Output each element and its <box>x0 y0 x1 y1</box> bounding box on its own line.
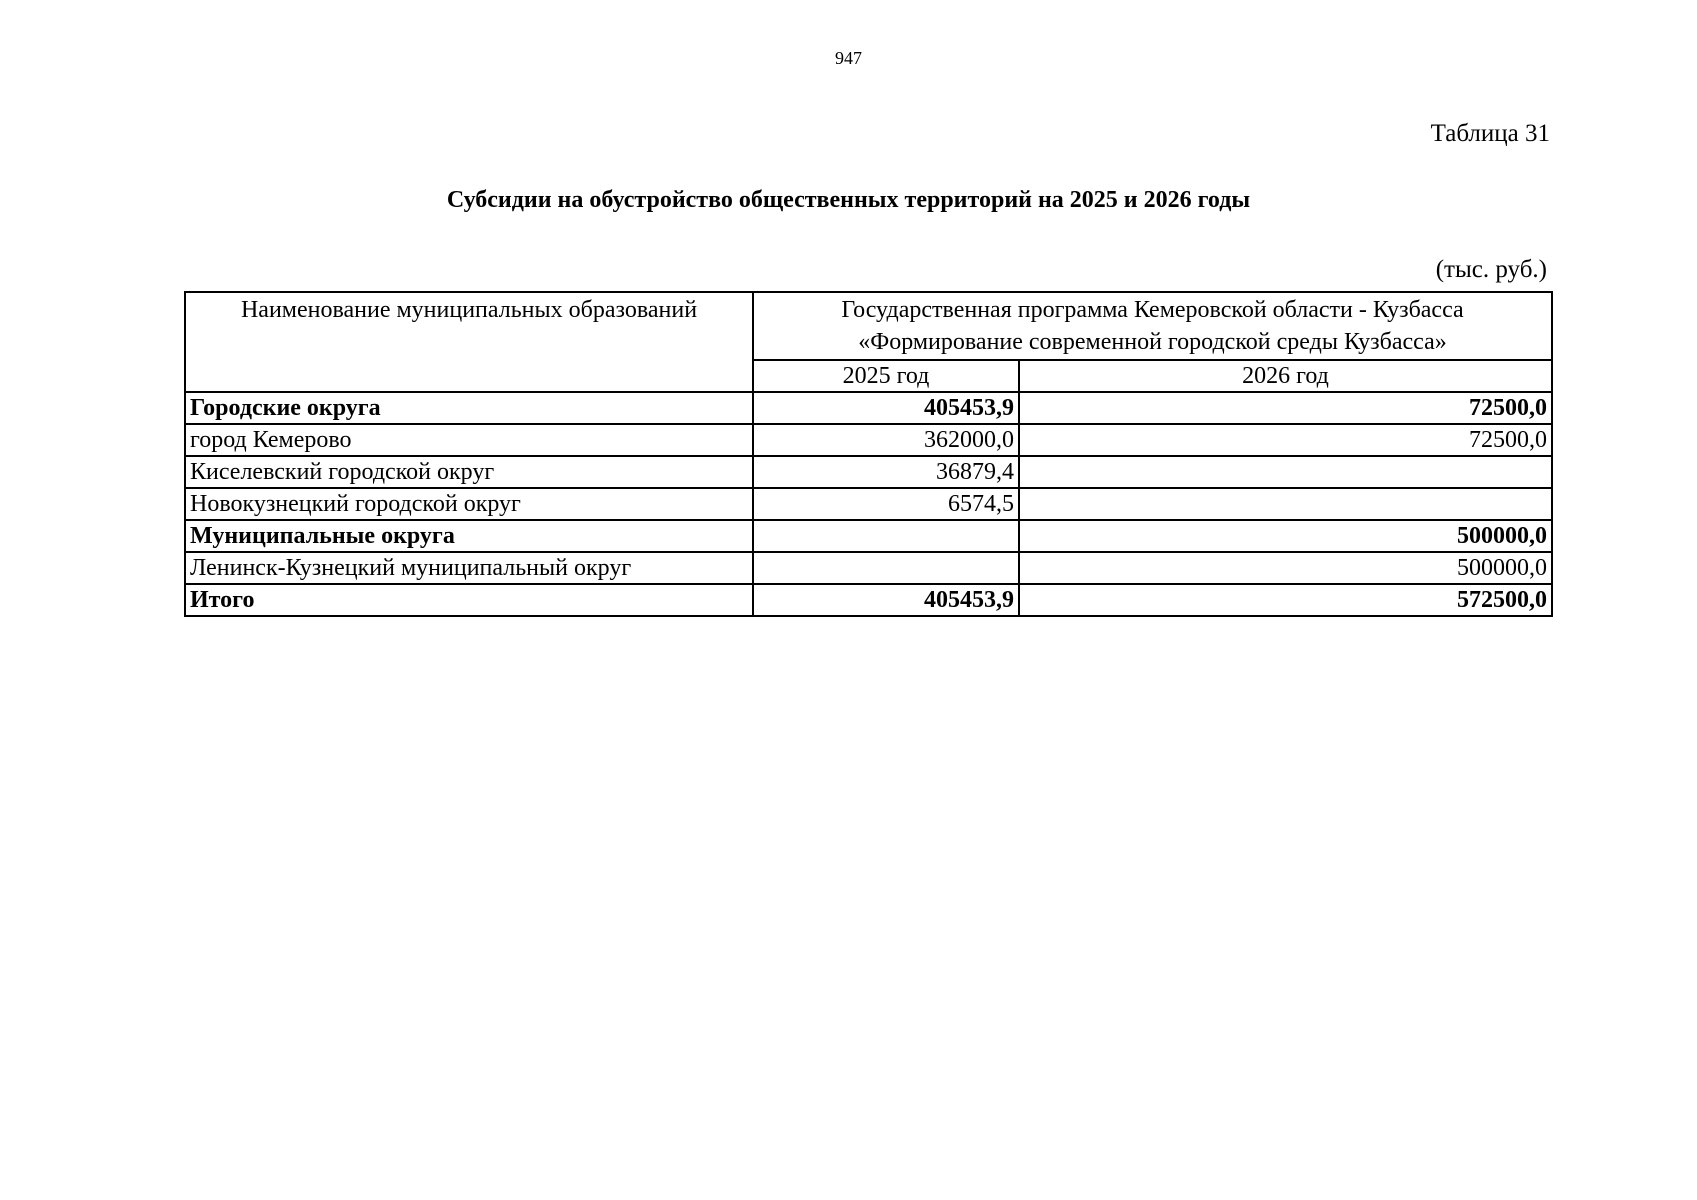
row-name: Городские округа <box>185 392 753 424</box>
row-name: Новокузнецкий городской округ <box>185 488 753 520</box>
row-value-2026 <box>1019 488 1552 520</box>
row-value-2026: 500000,0 <box>1019 552 1552 584</box>
row-value-2026 <box>1019 456 1552 488</box>
row-value-2025: 362000,0 <box>753 424 1019 456</box>
table-row-novokuznetsk <box>185 488 1552 520</box>
units-label: (тыс. руб.) <box>1435 256 1547 283</box>
header-municipality-name: Наименование муниципальных образований <box>185 292 753 392</box>
table-header-row <box>185 292 1552 360</box>
table-row-municipal-districts <box>185 520 1552 552</box>
row-value-2025: 405453,9 <box>753 392 1019 424</box>
header-program <box>753 292 1552 360</box>
row-value-2025: 6574,5 <box>753 488 1019 520</box>
row-name: Киселевский городской округ <box>185 456 753 488</box>
table-row-kemerovo <box>185 424 1552 456</box>
document-title: Субсидии на обустройство общественных территорий на 2025 и 2026 годы <box>446 187 1251 213</box>
subsidy-table <box>184 291 1553 617</box>
table-label: Таблица 31 <box>1430 120 1550 147</box>
header-year-2025: 2025 год <box>753 360 1019 392</box>
row-name: Ленинск-Кузнецкий муниципальный округ <box>185 552 753 584</box>
row-value-2026: 500000,0 <box>1019 520 1552 552</box>
table-row-total <box>185 584 1552 616</box>
row-value-2026: 572500,0 <box>1019 584 1552 616</box>
row-value-2025 <box>753 552 1019 584</box>
row-value-2026: 72500,0 <box>1019 424 1552 456</box>
table-row-leninsk-kuznetsky <box>185 552 1552 584</box>
row-value-2026: 72500,0 <box>1019 392 1552 424</box>
table-row-urban-districts <box>185 392 1552 424</box>
row-name: город Кемерово <box>185 424 753 456</box>
page-number: 947 <box>835 48 862 68</box>
table-row-kiselevsk <box>185 456 1552 488</box>
row-value-2025 <box>753 520 1019 552</box>
row-name: Итого <box>185 584 753 616</box>
row-value-2025: 36879,4 <box>753 456 1019 488</box>
row-name: Муниципальные округа <box>185 520 753 552</box>
header-program-line1: Государственная программа Кемеровской области - Кузбасса <box>841 297 1464 323</box>
row-value-2025: 405453,9 <box>753 584 1019 616</box>
header-year-2026: 2026 год <box>1019 360 1552 392</box>
header-program-line2: «Формирование современной городской среды Кузбасса» <box>858 329 1447 355</box>
